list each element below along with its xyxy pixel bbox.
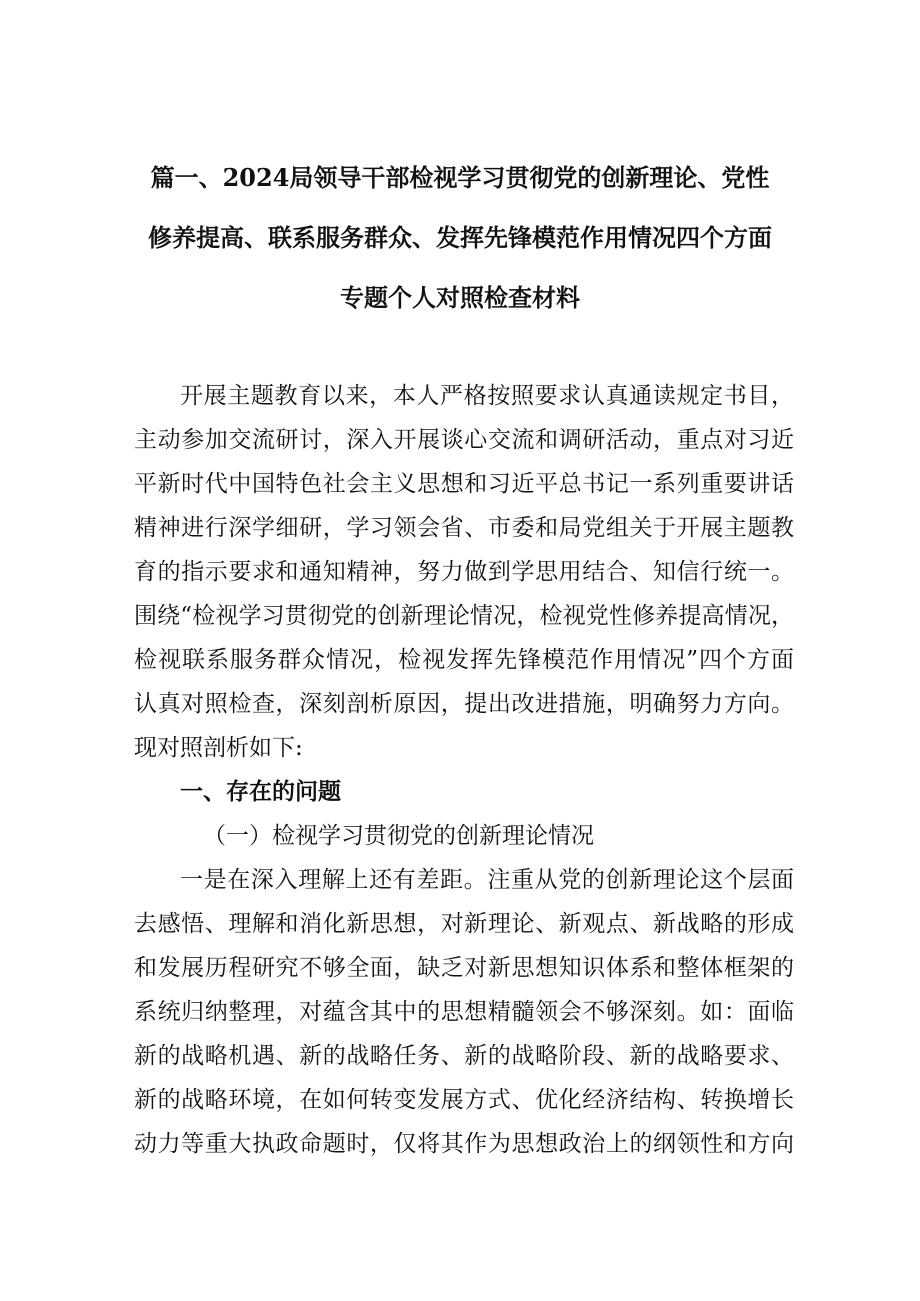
document-body [134, 374, 794, 1166]
point-line-2: 去感悟、理解和消化新思想，对新理论、新观点、新战略的形成 [134, 911, 794, 937]
intro-line-8: 认真对照检查，深刻剖析原因，提出改进措施，明确努力方向。 [134, 691, 794, 717]
intro-line-7: 检视联系服务群众情况，检视发挥先锋模范作用情况”四个方面 [134, 647, 794, 673]
point-line-4: 系统归纳整理，对蕴含其中的思想精髓领会不够深刻。如：面临 [134, 999, 794, 1025]
intro-line-5: 育的指示要求和通知精神，努力做到学思用结合、知信行统一。 [134, 559, 794, 585]
intro-line-4: 精神进行深学细研，学习领会省、市委和局党组关于开展主题教 [134, 515, 794, 541]
point-paragraph [134, 858, 794, 1166]
intro-line-1: 开展主题教育以来，本人严格按照要求认真通读规定书目， [180, 383, 794, 409]
intro-line-3: 平新时代中国特色社会主义思想和习近平总书记一系列重要讲话 [134, 471, 794, 497]
point-line-3: 和发展历程研究不够全面，缺乏对新思想知识体系和整体框架的 [134, 955, 794, 981]
intro-line-6: 围绕“检视学习贯彻党的创新理论情况，检视党性修养提高情况， [134, 603, 794, 629]
subsection-heading: （一）检视学习贯彻党的创新理论情况 [203, 823, 594, 849]
intro-line-2: 主动参加交流研讨，深入开展谈心交流和调研活动，重点对习近 [134, 427, 794, 453]
intro-paragraph [134, 374, 794, 770]
intro-line-9: 现对照剖析如下: [134, 735, 303, 761]
section-heading: 一、存在的问题 [180, 778, 341, 805]
title-line-1: 篇一、2024局领导干部检视学习贯彻党的创新理论、党性 [150, 163, 770, 192]
point-line-5: 新的战略机遇、新的战略任务、新的战略阶段、新的战略要求、 [134, 1043, 794, 1069]
title-line-2: 修养提高、联系服务群众、发挥先锋模范作用情况四个方面 [148, 223, 772, 252]
document-title [100, 148, 820, 328]
point-line-7: 动力等重大执政命题时，仅将其作为思想政治上的纲领性和方向 [134, 1131, 794, 1157]
point-line-1: 一是在深入理解上还有差距。注重从党的创新理论这个层面 [180, 867, 794, 893]
title-line-3: 专题个人对照检查材料 [340, 283, 580, 312]
point-line-6: 新的战略环境，在如何转变发展方式、优化经济结构、转换增长 [134, 1087, 794, 1113]
